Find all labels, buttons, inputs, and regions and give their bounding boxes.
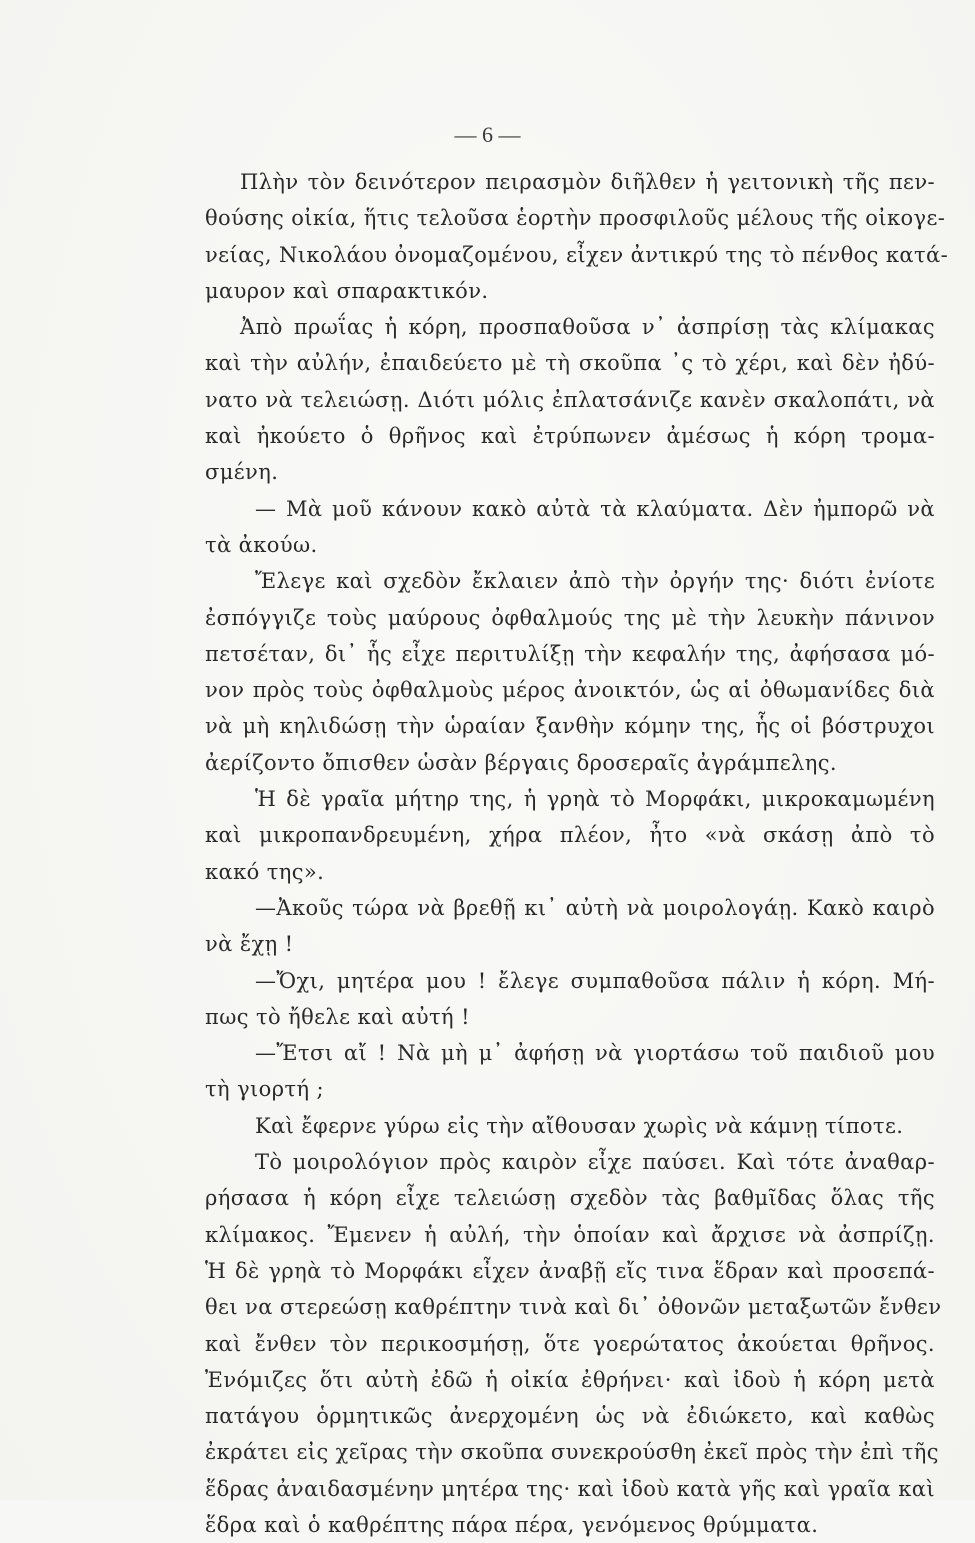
text-line: τὰ ἀκούω. — [205, 532, 318, 557]
text-line: Τὸ μοιρολόγιον πρὸς καιρὸν εἶχε παύσει. Καὶ τότε ἀναθαρ- — [255, 1150, 935, 1175]
text-line: ρήσασα ἡ κόρη εἶχε τελειώσῃ σχεδὸν τὰς βαθμῖδας ὅλας τῆς — [205, 1186, 935, 1211]
text-line: Ἀπὸ πρωΐας ἡ κόρη, προσπαθοῦσα ν᾿ ἀσπρίσῃ τὰς κλίμακας — [240, 315, 935, 340]
text-line: πως τὸ ἤθελε καὶ αὐτή ! — [205, 1004, 470, 1029]
text-line: πετσέταν, δι᾿ ἧς εἶχε περιτυλίξῃ τὴν κεφαλήν της, ἀφήσασα μό- — [205, 641, 935, 666]
text-line: νατο νὰ τελειώσῃ. Διότι μόλις ἐπλατσάνιζε κανὲν σκαλοπάτι, νὰ — [205, 387, 935, 412]
text-line: σμένη. — [205, 460, 279, 485]
text-line: Ἐνόμιζες ὅτι αὐτὴ ἐδῶ ἡ οἰκία ἐθρήνει· καὶ ἰδοὺ ἡ κόρη μετὰ — [205, 1367, 935, 1392]
text-line: μαυρον καὶ σπαρακτικόν. — [205, 278, 489, 303]
text-line: —Ἔτσι αἴ ! Νὰ μὴ μ᾿ ἀφήσῃ νὰ γιορτάσω τοῦ παιδιοῦ μου — [255, 1041, 935, 1066]
text-line: — Μὰ μοῦ κάνουν κακὸ αὐτὰ τὰ κλαύματα. Δὲν ἠμπορῶ νὰ — [255, 496, 935, 521]
text-line: θούσης οἰκία, ἥτις τελοῦσα ἑορτὴν προσφιλοῦς μέλους τῆς οἰκογε- — [205, 206, 946, 231]
text-line: ἐσπόγγιζε τοὺς μαύρους ὀφθαλμούς της μὲ τὴν λευκὴν πάνινον — [205, 605, 935, 630]
text-line: κλίμακος. Ἔμενεν ἡ αὐλή, τὴν ὁποίαν καὶ ἄρχισε νὰ ἀσπρίζῃ. — [205, 1222, 935, 1247]
page-number: — 6 — — [454, 122, 521, 147]
text-line: νὰ μὴ κηλιδώσῃ τὴν ὡραίαν ξανθὴν κόμην της, ἧς οἱ βόστρυχοι — [205, 714, 935, 739]
text-line: —Ὄχι, μητέρα μου ! ἔλεγε συμπαθοῦσα πάλιν ἡ κόρη. Μή- — [255, 968, 935, 993]
text-line: Πλὴν τὸν δεινότερον πειρασμὸν διῆλθεν ἡ γειτονικὴ τῆς πεν- — [240, 170, 935, 194]
text-line: κακό της». — [205, 859, 325, 884]
text-line: τὴ γιορτή ; — [205, 1077, 324, 1102]
text-line: θει να στερεώσῃ καθρέπτην τινὰ καὶ δι᾿ ὀθονῶν μεταξωτῶν ἔνθεν — [205, 1295, 942, 1320]
text-line: ἐκράτει εἰς χεῖρας τὴν σκοῦπα συνεκρούσθη ἐκεῖ πρὸς τὴν ἐπὶ τῆς — [205, 1440, 939, 1465]
text-line: Ἔλεγε καὶ σχεδὸν ἔκλαιεν ἀπὸ τὴν ὀργήν της· διότι ἐνίοτε — [255, 569, 935, 594]
text-line: Καὶ ἔφερνε γύρω εἰς τὴν αἴθουσαν χωρὶς νὰ κάμνῃ τίποτε. — [255, 1113, 904, 1138]
text-line: πατάγου ὁρμητικῶς ἀνερχομένη ὡς νὰ ἐδιώκετο, καὶ καθὼς — [205, 1404, 935, 1429]
text-line: νὰ ἔχῃ ! — [205, 932, 294, 957]
text-line: νείας, Νικολάου ὀνομαζομένου, εἶχεν ἀντικρύ της τὸ πένθος κατά- — [205, 242, 949, 267]
text-line: —Ἀκοῦς τώρα νὰ βρεθῇ κι᾿ αὐτὴ νὰ μοιρολογάῃ. Κακὸ καιρὸ — [255, 895, 935, 920]
text-line: ἕδρας ἀναιδασμένην μητέρα της· καὶ ἰδοὺ κατὰ γῆς καὶ γραῖα καὶ — [205, 1476, 935, 1501]
text-line: νον πρὸς τοὺς ὀφθαλμοὺς μέρος ἀνοικτόν, ὡς αἱ ὀθωμανίδες διὰ — [205, 678, 935, 703]
text-line: καὶ ἔνθεν τὸν περικοσμήσῃ, ὅτε γοερώτατος ἀκούεται θρῆνος. — [205, 1331, 935, 1356]
text-line: καὶ τὴν αὐλήν, ἐπαιδεύετο μὲ τὴ σκοῦπα ᾿ς τὸ χέρι, καὶ δὲν ἠδύ- — [205, 351, 935, 376]
text-line: ἀερίζοντο ὄπισθεν ὡσὰν βέργαις δροσεραῖς ἀγράμπελης. — [205, 750, 837, 775]
text-line: Ἡ δὲ γρηὰ τὸ Μορφάκι εἶχεν ἀναβῇ εἴς τινα ἕδραν καὶ προσεπά- — [205, 1258, 935, 1283]
text-line: Ἡ δὲ γραῖα μήτηρ της, ἡ γρηὰ τὸ Μορφάκι, μικροκαμωμένη — [255, 787, 935, 812]
text-line: καὶ μικροπανδρευμένη, χήρα πλέον, ἦτο «νὰ σκάσῃ ἀπὸ τὸ — [205, 823, 935, 848]
body-text — [205, 164, 949, 1543]
text-line: καὶ ἠκούετο ὁ θρῆνος καὶ ἐτρύπωνεν ἀμέσως ἡ κόρη τρομα- — [205, 424, 935, 449]
text-line: ἕδρα καὶ ὁ καθρέπτης πάρα πέρα, γενόμενος θρύμματα. — [205, 1512, 819, 1537]
